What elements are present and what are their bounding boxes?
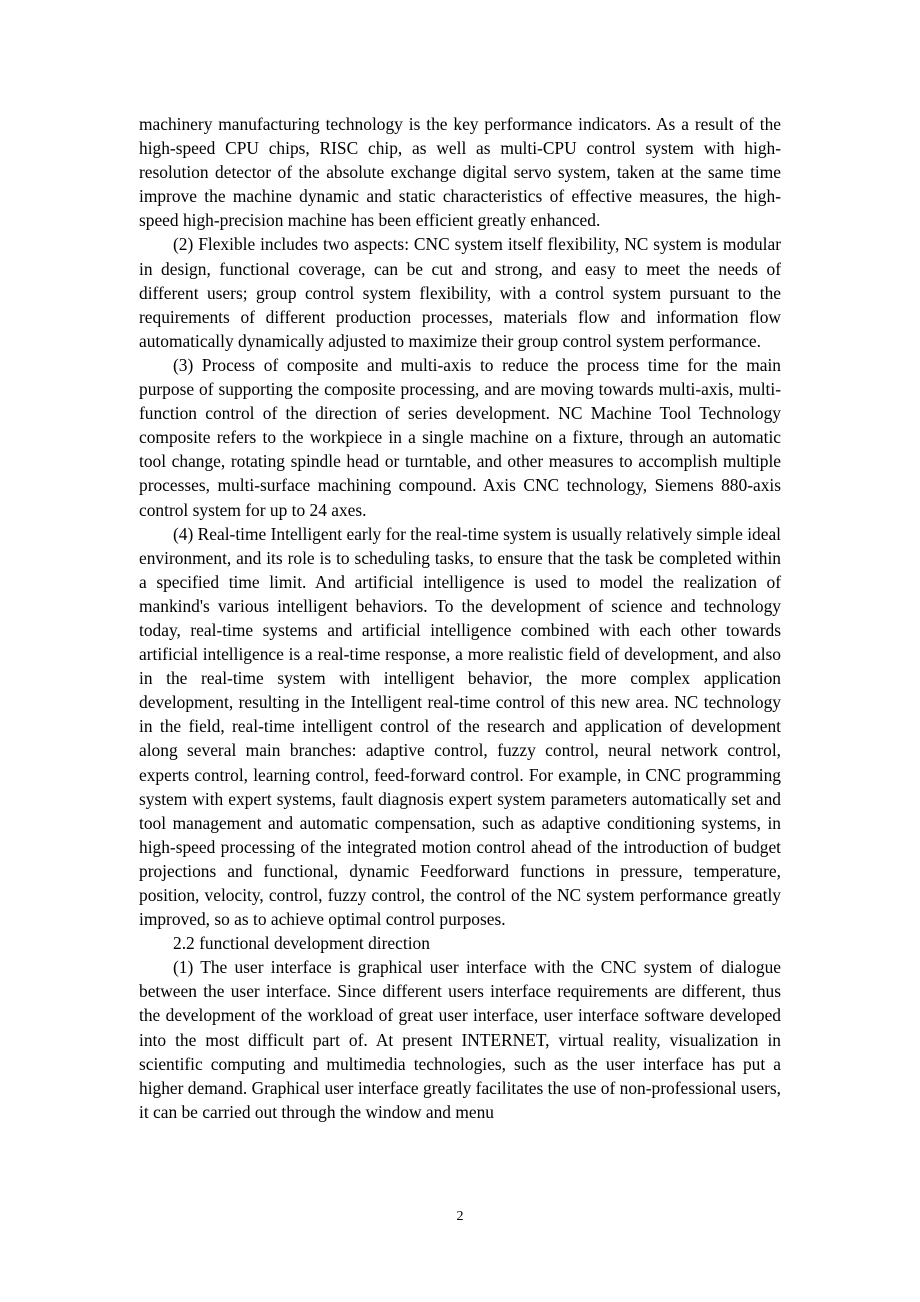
paragraph-continuation: machinery manufacturing technology is the key performance indicators. As a result of the high-speed CPU chips, RISC chip, as well as multi-CPU control system with high-resolution detector of the absolute exchange digital servo system, taken at the same time improve the machine dynamic and static characteristics of effective measures, the high-speed high-precision machine has been efficient greatly enhanced. [139, 114, 781, 231]
page-number: 2 [456, 1209, 464, 1224]
paragraph-flexible: (2) Flexible includes two aspects: CNC system itself flexibility, NC system is modular in design, functional coverage, can be cut and strong, and easy to meet the needs of different users; group control system flexibility, with a control system pursuant to the requirements of different production processes, materials flow and information flow automatically dynamically adjusted to maximize their group control system performance. [139, 234, 781, 351]
body-text [139, 112, 781, 1124]
paragraph-user-interface: (1) The user interface is graphical user interface with the CNC system of dialogue between the user interface. Since different users interface requirements are different, thus the development of the workload of great user interface, user interface software developed into the most difficult part of. At present INTERNET, virtual reality, visualization in scientific computing and multimedia technologies, such as the user interface has put a higher demand. Graphical user interface greatly facilitates the use of non-professional users, it can be carried out through the window and menu [139, 957, 781, 1122]
paragraph-composite-multi-axis: (3) Process of composite and multi-axis to reduce the process time for the main purpose of supporting the composite processing, and are moving towards multi-axis, multi-function control of the direction of series development. NC Machine Tool Technology composite refers to the workpiece in a single machine on a fixture, through an automatic tool change, rotating spindle head or turntable, and other measures to accomplish multiple processes, multi-surface machining compound. Axis CNC technology, Siemens 880-axis control system for up to 24 axes. [139, 354, 781, 520]
paragraph-real-time-intelligent: (4) Real-time Intelligent early for the real-time system is usually relatively simple ideal environment, and its role is to scheduling tasks, to ensure that the task be completed within a specified time limit. And artificial intelligence is used to model the realization of mankind's various intelligent behaviors. To the development of science and technology today, real-time systems and artificial intelligence combined with each other towards artificial intelligence is a real-time response, a more realistic field of development, and also in the real-time system with intelligent behavior, the more complex application development, resulting in the Intelligent real-time control of this new area. NC technology in the field, real-time intelligent control of the research and application of development along several main branches: adaptive control, fuzzy control, neural network control, experts control, learning control, feed-forward control. For example, in CNC programming system with expert systems, fault diagnosis expert system parameters automatically set and tool management and automatic compensation, such as adaptive conditioning systems, in high-speed processing of the integrated motion control ahead of the introduction of budget projections and functional, dynamic Feedforward functions in pressure, temperature, position, velocity, control, fuzzy control, the control of the NC system performance greatly improved, so as to achieve optimal control purposes. [139, 523, 781, 930]
section-heading: 2.2 functional development direction [173, 933, 430, 954]
